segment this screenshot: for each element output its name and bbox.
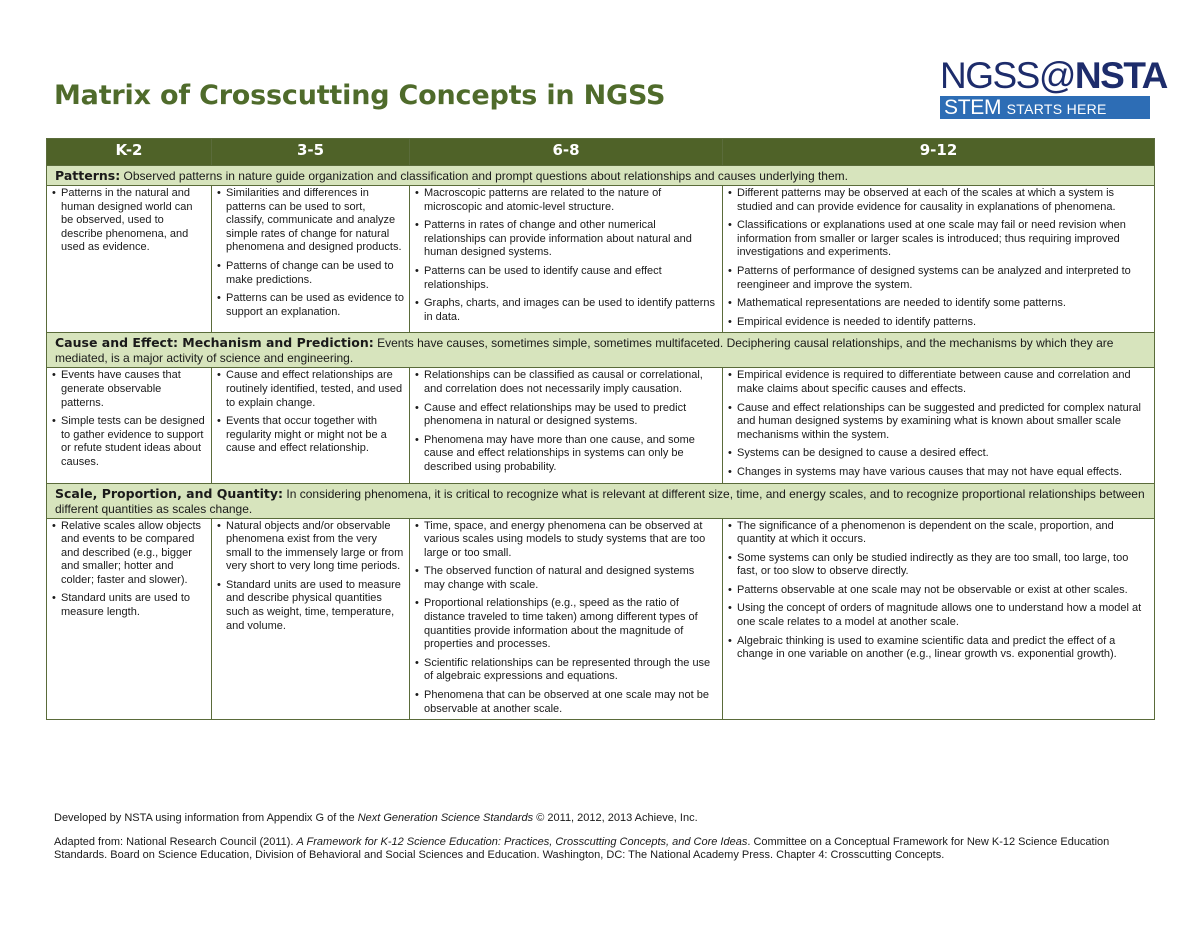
- grade-cell-6-8: [410, 186, 723, 333]
- bullet-list: [51, 369, 207, 469]
- bullet-item: • Using the concept of orders of magnitude allows one to understand how a model at one scale relates to a model at another scale.: [727, 602, 1150, 629]
- concept-name: Patterns:: [55, 168, 121, 183]
- bullet-item: • Cause and effect relationships can be suggested and predicted for complex natural and human designed systems by examining what is known about smaller scale mechanisms within the system.: [727, 402, 1150, 443]
- logo-wordmark: [940, 55, 1167, 96]
- bullet-list: [414, 369, 718, 474]
- page-title: Matrix of Crosscutting Concepts in NGSS: [54, 80, 666, 111]
- bullet-item: • Time, space, and energy phenomena can be observed at various scales using models to study systems that are too large or too small.: [414, 520, 718, 561]
- bullet-item: • Phenomena may have more than one cause, and some cause and effect relationships in systems can only be described using probability.: [414, 434, 718, 475]
- footer-credit-copyright: © 2011, 2012, 2013 Achieve, Inc.: [533, 812, 698, 824]
- concept-name: Cause and Effect: Mechanism and Prediction:: [55, 335, 374, 351]
- bullet-item: • Cause and effect relationships are routinely identified, tested, and used to explain change.: [216, 369, 405, 410]
- concept-description: Events have causes, sometimes simple, sometimes multifaceted. Deciphering causal relationships, and the mechanisms by which they are mediated, is a major activity of science and engineering.: [55, 336, 1114, 366]
- column-header-9-12: 9-12: [723, 139, 1155, 166]
- grade-cell-3-5: [212, 368, 410, 483]
- concept-name: Scale, Proportion, and Quantity:: [55, 485, 284, 501]
- column-header-6-8: 6-8: [410, 139, 723, 166]
- bullet-item: • Natural objects and/or observable phenomena exist from the very small to the immensely large or from very short to very long time periods.: [216, 520, 405, 574]
- logo-tagline-starts-here: STARTS HERE: [1006, 101, 1107, 117]
- concept-detail-row: [47, 368, 1155, 483]
- bullet-item: • The significance of a phenomenon is dependent on the scale, proportion, and quantity at which it occurs.: [727, 520, 1150, 547]
- matrix-body: [47, 166, 1155, 720]
- bullet-list: [216, 187, 405, 319]
- bullet-item: • Macroscopic patterns are related to the nature of microscopic and atomic-level structure.: [414, 187, 718, 214]
- concept-heading: [47, 483, 1155, 518]
- footer-citation: [54, 836, 1154, 863]
- bullet-item: • Scientific relationships can be represented through the use of algebraic expressions and equations.: [414, 657, 718, 684]
- bullet-item: • Cause and effect relationships may be used to predict phenomena in natural or designed systems.: [414, 402, 718, 429]
- bullet-list: [51, 187, 207, 255]
- bullet-item: • Different patterns may be observed at each of the scales at which a system is studied and can provide evidence for causality in explanations of phenomena.: [727, 187, 1150, 214]
- bullet-item: • Empirical evidence is needed to identify patterns.: [727, 316, 1150, 330]
- column-header-k2: K-2: [47, 139, 212, 166]
- bullet-item: • Standard units are used to measure length.: [51, 592, 207, 619]
- grade-cell-3-5: [212, 518, 410, 720]
- concept-heading: [47, 166, 1155, 186]
- column-header-3-5: 3-5: [212, 139, 410, 166]
- grade-cell-6-8: [410, 368, 723, 483]
- bullet-item: • Events that occur together with regularity might or might not be a cause and effect relationship.: [216, 415, 405, 456]
- grade-band-header-row: [47, 139, 1155, 166]
- bullet-item: • Patterns of performance of designed systems can be analyzed and interpreted to reengineer and improve the system.: [727, 265, 1150, 292]
- bullet-item: • Patterns in the natural and human designed world can be observed, used to describe phenomena, and used as evidence.: [51, 187, 207, 255]
- bullet-list: [414, 520, 718, 717]
- grade-cell-9-12: [723, 186, 1155, 333]
- logo-tagline: [940, 96, 1150, 119]
- footer-citation-title: A Framework for K-12 Science Education: Practices, Crosscutting Concepts, and Core Ideas: [296, 835, 748, 848]
- bullet-list: [727, 369, 1150, 479]
- bullet-list: [414, 187, 718, 324]
- bullet-item: • Mathematical representations are needed to identify some patterns.: [727, 297, 1150, 311]
- grade-cell-9-12: [723, 368, 1155, 483]
- bullet-item: • Relative scales allow objects and events to be compared and described (e.g., bigger and smaller; hotter and colder; faster and slower).: [51, 520, 207, 588]
- footer-credit-title: Next Generation Science Standards: [357, 812, 534, 824]
- footer-citation-rest: . Committee on a Conceptual Framework for New K-12 Science Education Standards. Board on Science Education, Division of Behavioral and Social Sciences and Education. Washington, DC: The National Academy Press. Chapter 4: Crosscutting Concepts.: [54, 835, 1110, 861]
- concept-heading: [47, 333, 1155, 368]
- bullet-list: [216, 369, 405, 456]
- concept-description: In considering phenomena, it is critical to recognize what is relevant at different size, time, and energy scales, and to recognize proportional relationships between different quantities as scales change.: [55, 486, 1145, 516]
- bullet-list: [216, 520, 405, 634]
- logo-nsta: NSTA: [1074, 55, 1167, 96]
- bullet-item: • Simple tests can be designed to gather evidence to support or refute student ideas about causes.: [51, 415, 207, 469]
- footer: [54, 812, 1154, 873]
- footer-credit-text: Developed by NSTA using information from Appendix G of the: [54, 812, 358, 824]
- bullet-item: • Algebraic thinking is used to examine scientific data and predict the effect of a change in one variable on another (e.g., linear growth vs. exponential growth).: [727, 635, 1150, 662]
- bullet-item: • Patterns can be used as evidence to support an explanation.: [216, 292, 405, 319]
- concept-detail-row: [47, 186, 1155, 333]
- grade-cell-k2: [47, 368, 212, 483]
- bullet-item: • Standard units are used to measure and describe physical quantities such as weight, time, temperature, and volume.: [216, 579, 405, 633]
- logo-tagline-stem: STEM: [944, 96, 1007, 119]
- bullet-item: • Phenomena that can be observed at one scale may not be observable at another scale.: [414, 689, 718, 716]
- grade-cell-9-12: [723, 518, 1155, 720]
- bullet-item: • Graphs, charts, and images can be used to identify patterns in data.: [414, 297, 718, 324]
- footer-citation-text: Adapted from: National Research Council (2011).: [54, 835, 297, 848]
- bullet-list: [727, 520, 1150, 662]
- bullet-item: • Patterns can be used to identify cause and effect relationships.: [414, 265, 718, 292]
- bullet-item: • Patterns of change can be used to make predictions.: [216, 260, 405, 287]
- concept-description: Observed patterns in nature guide organization and classification and prompt questions about relationships and causes underlying them.: [120, 169, 848, 183]
- bullet-item: • Empirical evidence is required to differentiate between cause and correlation and make claims about specific causes and effects.: [727, 369, 1150, 396]
- ngss-nsta-logo: [940, 55, 1167, 119]
- concept-row: [47, 166, 1155, 186]
- bullet-item: • Systems can be designed to cause a desired effect.: [727, 447, 1150, 461]
- concept-row: [47, 483, 1155, 518]
- bullet-item: • Patterns observable at one scale may not be observable or exist at other scales.: [727, 584, 1150, 598]
- bullet-item: • Events have causes that generate observable patterns.: [51, 369, 207, 410]
- bullet-list: [727, 187, 1150, 329]
- logo-ngss: NGSS: [940, 55, 1039, 96]
- bullet-item: • Some systems can only be studied indirectly as they are too small, too large, too fast, or too slow to observe directly.: [727, 552, 1150, 579]
- grade-cell-3-5: [212, 186, 410, 333]
- grade-cell-k2: [47, 518, 212, 720]
- grade-cell-k2: [47, 186, 212, 333]
- bullet-item: • Similarities and differences in patterns can be used to sort, classify, communicate and analyze simple rates of change for natural phenomena and designed products.: [216, 187, 405, 255]
- concept-row: [47, 333, 1155, 368]
- footer-credit: [54, 812, 1154, 826]
- bullet-item: • Classifications or explanations used at one scale may fail or need revision when information from smaller or larger scales is introduced; thus requiring improved investigations and experiments.: [727, 219, 1150, 260]
- concept-detail-row: [47, 518, 1155, 720]
- grade-cell-6-8: [410, 518, 723, 720]
- crosscutting-matrix-table: [46, 138, 1155, 720]
- logo-at: @: [1038, 55, 1075, 96]
- bullet-item: • Proportional relationships (e.g., speed as the ratio of distance traveled to time taken) among different types of quantities provide information about the magnitude of properties and processes.: [414, 597, 718, 651]
- bullet-item: • The observed function of natural and designed systems may change with scale.: [414, 565, 718, 592]
- bullet-item: • Patterns in rates of change and other numerical relationships can provide information about natural and human designed systems.: [414, 219, 718, 260]
- bullet-list: [51, 520, 207, 620]
- bullet-item: • Relationships can be classified as causal or correlational, and correlation does not necessarily imply causation.: [414, 369, 718, 396]
- bullet-item: • Changes in systems may have various causes that may not have equal effects.: [727, 466, 1150, 480]
